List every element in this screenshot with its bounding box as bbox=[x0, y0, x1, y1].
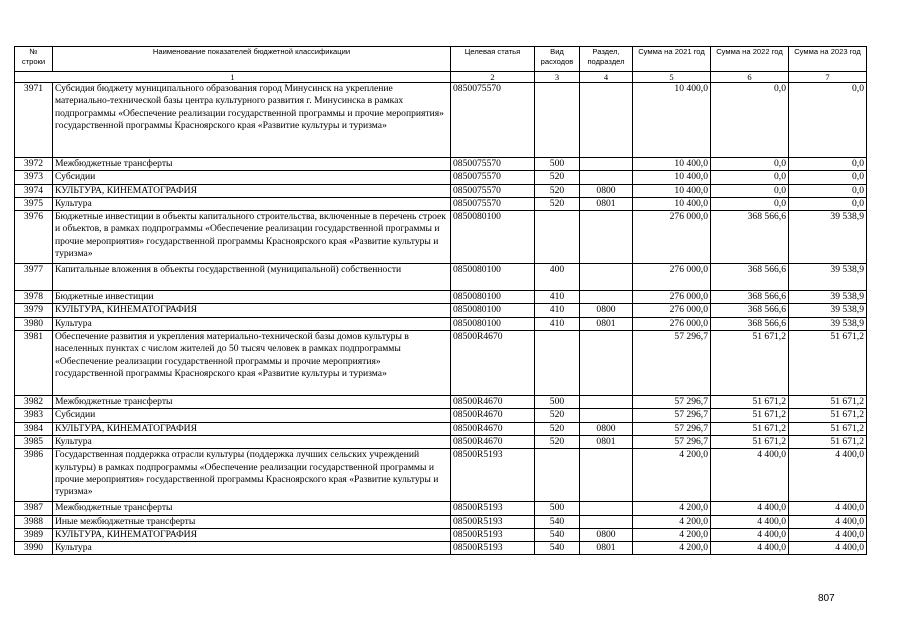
sum-2021: 10 400,0 bbox=[633, 83, 711, 158]
section-code bbox=[580, 211, 633, 264]
column-number: 1 bbox=[15, 72, 451, 83]
section-code: 0800 bbox=[580, 304, 633, 317]
target-article: 0850075570 bbox=[451, 197, 535, 210]
section-code bbox=[580, 83, 633, 158]
sum-2022: 368 566,6 bbox=[711, 304, 789, 317]
target-article: 08500R4670 bbox=[451, 435, 535, 448]
target-article: 0850080100 bbox=[451, 264, 535, 291]
sum-2021: 276 000,0 bbox=[633, 211, 711, 264]
sum-2022: 0,0 bbox=[711, 171, 789, 184]
sum-2023: 0,0 bbox=[789, 171, 867, 184]
expense-type bbox=[535, 331, 580, 396]
sum-2023: 39 538,9 bbox=[789, 264, 867, 291]
sum-2023: 51 671,2 bbox=[789, 396, 867, 409]
sum-2021: 276 000,0 bbox=[633, 291, 711, 304]
sum-2021: 276 000,0 bbox=[633, 304, 711, 317]
table-row bbox=[15, 158, 867, 171]
section-code: 0800 bbox=[580, 422, 633, 435]
row-number: 3971 bbox=[15, 83, 53, 158]
expense-type: 400 bbox=[535, 264, 580, 291]
sum-2021: 10 400,0 bbox=[633, 184, 711, 197]
row-number: 3977 bbox=[15, 264, 53, 291]
sum-2022: 368 566,6 bbox=[711, 264, 789, 291]
sum-2023: 0,0 bbox=[789, 158, 867, 171]
target-article: 08500R4670 bbox=[451, 396, 535, 409]
indicator-name: Культура bbox=[53, 435, 451, 448]
sum-2023: 39 538,9 bbox=[789, 317, 867, 330]
target-article: 0850075570 bbox=[451, 184, 535, 197]
expense-type: 500 bbox=[535, 502, 580, 515]
table-row bbox=[15, 184, 867, 197]
target-article: 08500R5193 bbox=[451, 528, 535, 541]
sum-2021: 4 200,0 bbox=[633, 528, 711, 541]
sum-2021: 10 400,0 bbox=[633, 197, 711, 210]
target-article: 08500R4670 bbox=[451, 409, 535, 422]
header-expense-type: Вид расходов bbox=[535, 47, 580, 72]
sum-2023: 4 400,0 bbox=[789, 502, 867, 515]
row-number: 3981 bbox=[15, 331, 53, 396]
indicator-name: Культура bbox=[53, 317, 451, 330]
sum-2021: 57 296,7 bbox=[633, 422, 711, 435]
section-code bbox=[580, 396, 633, 409]
row-number: 3989 bbox=[15, 528, 53, 541]
expense-type: 410 bbox=[535, 304, 580, 317]
sum-2021: 10 400,0 bbox=[633, 158, 711, 171]
expense-type bbox=[535, 449, 580, 502]
sum-2023: 51 671,2 bbox=[789, 409, 867, 422]
sum-2022: 51 671,2 bbox=[711, 409, 789, 422]
target-article: 0850080100 bbox=[451, 317, 535, 330]
sum-2022: 51 671,2 bbox=[711, 331, 789, 396]
column-number: 6 bbox=[711, 72, 789, 83]
row-number: 3990 bbox=[15, 542, 53, 555]
row-number: 3986 bbox=[15, 449, 53, 502]
sum-2023: 51 671,2 bbox=[789, 331, 867, 396]
row-number: 3974 bbox=[15, 184, 53, 197]
indicator-name: Межбюджетные трансферты bbox=[53, 158, 451, 171]
indicator-name: КУЛЬТУРА, КИНЕМАТОГРАФИЯ bbox=[53, 184, 451, 197]
expense-type: 520 bbox=[535, 422, 580, 435]
table-row bbox=[15, 317, 867, 330]
indicator-name: КУЛЬТУРА, КИНЕМАТОГРАФИЯ bbox=[53, 422, 451, 435]
header-sum-2021: Сумма на 2021 год bbox=[633, 47, 711, 72]
sum-2023: 39 538,9 bbox=[789, 211, 867, 264]
indicator-name: Капитальные вложения в объекты государственной (муниципальной) собственности bbox=[53, 264, 451, 291]
sum-2023: 4 400,0 bbox=[789, 528, 867, 541]
sum-2021: 276 000,0 bbox=[633, 317, 711, 330]
sum-2022: 0,0 bbox=[711, 158, 789, 171]
column-number: 3 bbox=[535, 72, 580, 83]
sum-2022: 4 400,0 bbox=[711, 502, 789, 515]
sum-2021: 276 000,0 bbox=[633, 264, 711, 291]
section-code: 0801 bbox=[580, 435, 633, 448]
indicator-name: КУЛЬТУРА, КИНЕМАТОГРАФИЯ bbox=[53, 304, 451, 317]
sum-2022: 51 671,2 bbox=[711, 422, 789, 435]
sum-2023: 0,0 bbox=[789, 197, 867, 210]
table-row bbox=[15, 542, 867, 555]
table-row bbox=[15, 502, 867, 515]
expense-type: 520 bbox=[535, 435, 580, 448]
section-code bbox=[580, 502, 633, 515]
target-article: 08500R4670 bbox=[451, 422, 535, 435]
sum-2023: 51 671,2 bbox=[789, 435, 867, 448]
sum-2022: 4 400,0 bbox=[711, 528, 789, 541]
column-number: 4 bbox=[580, 72, 633, 83]
sum-2022: 51 671,2 bbox=[711, 396, 789, 409]
table-row bbox=[15, 83, 867, 158]
expense-type bbox=[535, 83, 580, 158]
indicator-name: Государственная поддержка отрасли культуры (поддержка лучших сельских учреждений культуры) в рамках подпрограммы «Обеспечение реализации государственной программы и прочие мероприятия» государственной программы Красноярского края «Развитие культуры и туризма» bbox=[53, 449, 451, 502]
table-row bbox=[15, 304, 867, 317]
target-article: 08500R5193 bbox=[451, 542, 535, 555]
sum-2023: 4 400,0 bbox=[789, 542, 867, 555]
column-number: 2 bbox=[451, 72, 535, 83]
sum-2022: 0,0 bbox=[711, 197, 789, 210]
row-number: 3987 bbox=[15, 502, 53, 515]
sum-2022: 0,0 bbox=[711, 184, 789, 197]
section-code bbox=[580, 409, 633, 422]
expense-type: 520 bbox=[535, 171, 580, 184]
expense-type: 540 bbox=[535, 515, 580, 528]
header-sum-2023: Сумма на 2023 год bbox=[789, 47, 867, 72]
sum-2022: 368 566,6 bbox=[711, 291, 789, 304]
table-row bbox=[15, 422, 867, 435]
section-code: 0801 bbox=[580, 197, 633, 210]
indicator-name: Субсидии bbox=[53, 409, 451, 422]
section-code: 0801 bbox=[580, 317, 633, 330]
sum-2021: 57 296,7 bbox=[633, 331, 711, 396]
expense-type: 540 bbox=[535, 528, 580, 541]
table-row bbox=[15, 396, 867, 409]
sum-2021: 4 200,0 bbox=[633, 502, 711, 515]
header-sum-2022: Сумма на 2022 год bbox=[711, 47, 789, 72]
table-row bbox=[15, 331, 867, 396]
expense-type: 520 bbox=[535, 184, 580, 197]
sum-2021: 4 200,0 bbox=[633, 449, 711, 502]
sum-2022: 368 566,6 bbox=[711, 211, 789, 264]
section-code bbox=[580, 515, 633, 528]
indicator-name: Межбюджетные трансферты bbox=[53, 396, 451, 409]
header-section: Раздел, подраздел bbox=[580, 47, 633, 72]
expense-type bbox=[535, 211, 580, 264]
sum-2022: 0,0 bbox=[711, 83, 789, 158]
row-number: 3984 bbox=[15, 422, 53, 435]
sum-2021: 4 200,0 bbox=[633, 515, 711, 528]
sum-2022: 4 400,0 bbox=[711, 515, 789, 528]
sum-2023: 39 538,9 bbox=[789, 304, 867, 317]
header-target-article: Целевая статья bbox=[451, 47, 535, 72]
sum-2021: 10 400,0 bbox=[633, 171, 711, 184]
target-article: 0850075570 bbox=[451, 158, 535, 171]
sum-2021: 4 200,0 bbox=[633, 542, 711, 555]
section-code: 0800 bbox=[580, 528, 633, 541]
table-row bbox=[15, 211, 867, 264]
indicator-name: КУЛЬТУРА, КИНЕМАТОГРАФИЯ bbox=[53, 528, 451, 541]
indicator-name: Межбюджетные трансферты bbox=[53, 502, 451, 515]
table-row bbox=[15, 435, 867, 448]
indicator-name: Бюджетные инвестиции в объекты капитального строительства, включенные в перечень строек и объектов, в рамках подпрограммы «Обеспечение реализации государственной программы и прочие мероприятия» государственной программы Красноярского края «Развитие культуры и туризма» bbox=[53, 211, 451, 264]
expense-type: 500 bbox=[535, 158, 580, 171]
page-number: 807 bbox=[818, 593, 835, 604]
target-article: 0850075570 bbox=[451, 171, 535, 184]
row-number: 3985 bbox=[15, 435, 53, 448]
section-code bbox=[580, 449, 633, 502]
target-article: 08500R4670 bbox=[451, 331, 535, 396]
column-number: 7 bbox=[789, 72, 867, 83]
indicator-name: Бюджетные инвестиции bbox=[53, 291, 451, 304]
expense-type: 540 bbox=[535, 542, 580, 555]
sum-2021: 57 296,7 bbox=[633, 435, 711, 448]
table-body bbox=[15, 83, 867, 555]
target-article: 0850080100 bbox=[451, 211, 535, 264]
target-article: 08500R5193 bbox=[451, 502, 535, 515]
table-row bbox=[15, 291, 867, 304]
sum-2022: 4 400,0 bbox=[711, 542, 789, 555]
row-number: 3978 bbox=[15, 291, 53, 304]
section-code bbox=[580, 171, 633, 184]
target-article: 0850080100 bbox=[451, 304, 535, 317]
indicator-name: Субсидии bbox=[53, 171, 451, 184]
budget-table bbox=[14, 46, 867, 555]
sum-2021: 57 296,7 bbox=[633, 409, 711, 422]
section-code bbox=[580, 291, 633, 304]
sum-2023: 0,0 bbox=[789, 83, 867, 158]
table-row bbox=[15, 515, 867, 528]
sum-2022: 4 400,0 bbox=[711, 449, 789, 502]
sum-2023: 39 538,9 bbox=[789, 291, 867, 304]
indicator-name: Культура bbox=[53, 197, 451, 210]
expense-type: 520 bbox=[535, 409, 580, 422]
row-number: 3975 bbox=[15, 197, 53, 210]
table-row bbox=[15, 197, 867, 210]
row-number: 3988 bbox=[15, 515, 53, 528]
sum-2023: 51 671,2 bbox=[789, 422, 867, 435]
table-row bbox=[15, 409, 867, 422]
row-number: 3976 bbox=[15, 211, 53, 264]
target-article: 08500R5193 bbox=[451, 515, 535, 528]
indicator-name: Иные межбюджетные трансферты bbox=[53, 515, 451, 528]
row-number: 3983 bbox=[15, 409, 53, 422]
expense-type: 520 bbox=[535, 197, 580, 210]
expense-type: 500 bbox=[535, 396, 580, 409]
column-number-row bbox=[15, 72, 867, 83]
sum-2023: 4 400,0 bbox=[789, 449, 867, 502]
section-code bbox=[580, 264, 633, 291]
expense-type: 410 bbox=[535, 317, 580, 330]
header-row-number: № строки bbox=[15, 47, 53, 72]
row-number: 3980 bbox=[15, 317, 53, 330]
expense-type: 410 bbox=[535, 291, 580, 304]
row-number: 3973 bbox=[15, 171, 53, 184]
section-code: 0800 bbox=[580, 184, 633, 197]
header-indicator-name: Наименование показателей бюджетной классификации bbox=[53, 47, 451, 72]
sum-2021: 57 296,7 bbox=[633, 396, 711, 409]
section-code: 0801 bbox=[580, 542, 633, 555]
indicator-name: Субсидия бюджету муниципального образования город Минусинск на укрепление материально-технической базы центра культурного развития г. Минусинска в рамках подпрограммы «Обеспечение реализации государственной программы и прочие мероприятия» государственной программы Красноярского края «Развитие культуры и туризма» bbox=[53, 83, 451, 158]
table-header bbox=[15, 47, 867, 83]
indicator-name: Культура bbox=[53, 542, 451, 555]
row-number: 3972 bbox=[15, 158, 53, 171]
sum-2022: 368 566,6 bbox=[711, 317, 789, 330]
sum-2022: 51 671,2 bbox=[711, 435, 789, 448]
indicator-name: Обеспечение развития и укрепления материально-технической базы домов культуры в населенных пунктах с числом жителей до 50 тысяч человек в рамках подпрограммы «Обеспечение реализации государственной программы и прочие мероприятия» государственной программы Красноярского края «Развитие культуры и туризма» bbox=[53, 331, 451, 396]
target-article: 0850080100 bbox=[451, 291, 535, 304]
table-row bbox=[15, 528, 867, 541]
target-article: 0850075570 bbox=[451, 83, 535, 158]
column-number: 5 bbox=[633, 72, 711, 83]
table-row bbox=[15, 449, 867, 502]
sum-2023: 4 400,0 bbox=[789, 515, 867, 528]
section-code bbox=[580, 331, 633, 396]
target-article: 08500R5193 bbox=[451, 449, 535, 502]
sum-2023: 0,0 bbox=[789, 184, 867, 197]
row-number: 3979 bbox=[15, 304, 53, 317]
table-row bbox=[15, 171, 867, 184]
section-code bbox=[580, 158, 633, 171]
table-row bbox=[15, 264, 867, 291]
row-number: 3982 bbox=[15, 396, 53, 409]
